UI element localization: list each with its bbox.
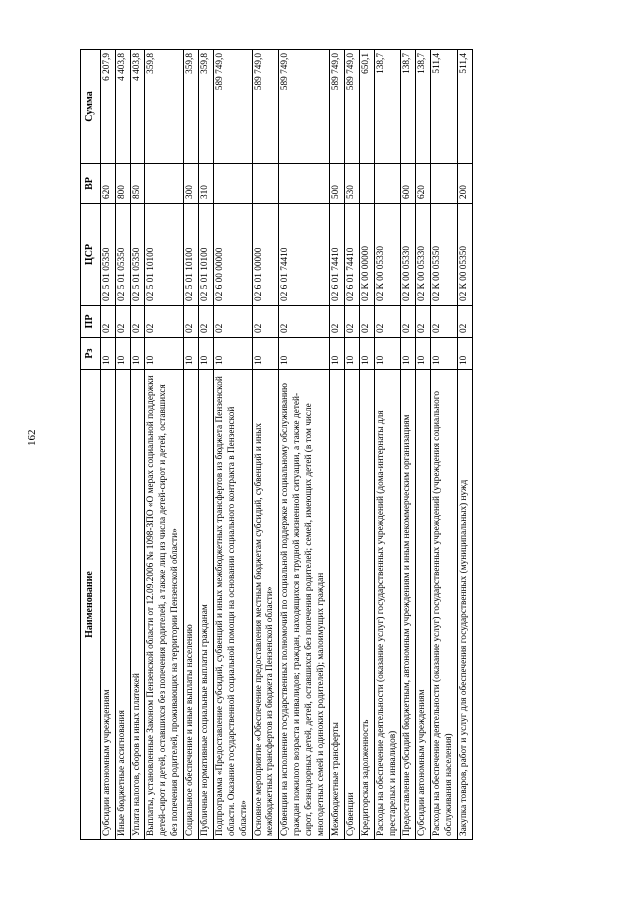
row-rz: 10 — [130, 338, 145, 370]
row-name: Уплата налогов, сборов и иных платежей — [130, 370, 145, 840]
row-vr: 500 — [329, 164, 344, 204]
row-rz: 10 — [374, 338, 401, 370]
header-csr: ЦСР — [81, 204, 101, 306]
row-pr: 02 — [374, 306, 401, 338]
row-sum: 359,8 — [199, 50, 214, 164]
rotated-page-content — [80, 50, 625, 840]
budget-table — [80, 49, 473, 840]
row-vr: 310 — [199, 164, 214, 204]
row-pr: 02 — [457, 306, 472, 338]
row-csr: 02 6 01 74410 — [344, 204, 359, 306]
row-vr: 200 — [457, 164, 472, 204]
table-row — [416, 50, 431, 840]
header-name: Наименование — [81, 370, 101, 840]
row-csr: 02 6 00 00000 — [213, 204, 252, 306]
row-sum: 589 749,0 — [279, 50, 330, 164]
row-csr: 02 5 01 10100 — [184, 204, 199, 306]
row-csr: 02 К 00 05330 — [416, 204, 431, 306]
table-row — [130, 50, 145, 840]
row-sum: 359,8 — [184, 50, 199, 164]
row-pr: 02 — [130, 306, 145, 338]
row-pr: 02 — [416, 306, 431, 338]
row-csr: 02 5 01 05350 — [100, 204, 115, 306]
row-pr: 02 — [431, 306, 458, 338]
row-name: Субвенции — [344, 370, 359, 840]
header-sum: Сумма — [81, 50, 101, 164]
row-vr: 600 — [401, 164, 416, 204]
row-sum: 589 749,0 — [213, 50, 252, 164]
row-sum: 650,1 — [359, 50, 374, 164]
table-row — [431, 50, 458, 840]
row-csr: 02 К 00 05350 — [457, 204, 472, 306]
row-name: Публичные нормативные социальные выплаты гражданам — [199, 370, 214, 840]
row-pr: 02 — [359, 306, 374, 338]
table-header-row — [81, 50, 101, 840]
row-vr — [213, 164, 252, 204]
row-vr — [374, 164, 401, 204]
row-rz: 10 — [252, 338, 279, 370]
row-vr — [431, 164, 458, 204]
row-csr: 02 К 00 00000 — [359, 204, 374, 306]
table-row — [100, 50, 115, 840]
row-pr: 02 — [115, 306, 130, 338]
row-sum: 511,4 — [431, 50, 458, 164]
header-vr: ВР — [81, 164, 101, 204]
row-sum: 589 749,0 — [252, 50, 279, 164]
table-row — [457, 50, 472, 840]
row-sum: 589 749,0 — [329, 50, 344, 164]
row-rz: 10 — [184, 338, 199, 370]
row-pr: 02 — [213, 306, 252, 338]
row-csr: 02 К 00 05330 — [401, 204, 416, 306]
table-row — [279, 50, 330, 840]
row-sum: 138,7 — [374, 50, 401, 164]
row-rz: 10 — [329, 338, 344, 370]
row-name: Расходы на обеспечение деятельности (оказание услуг) государственных учреждений (учреждения социального обслуживания населения) — [431, 370, 458, 840]
row-vr — [145, 164, 184, 204]
row-name: Выплаты, установленные Законом Пензенской области от 12.09.2006 № 1098-ЗПО «О мерах социальной поддержки детей-сирот и детей, оставшихся без попечения родителей, а также лиц из числа детей-сирот и детей, оставшихся без попечения родителей, проживающих на территории Пензенской области» — [145, 370, 184, 840]
row-rz: 10 — [359, 338, 374, 370]
table-row — [374, 50, 401, 840]
row-csr: 02 К 00 05350 — [431, 204, 458, 306]
row-name: Субсидии автономным учреждениям — [416, 370, 431, 840]
row-name: Иные бюджетные ассигнования — [115, 370, 130, 840]
row-vr: 620 — [100, 164, 115, 204]
row-name: Расходы на обеспечение деятельности (оказание услуг) государственных учреждений (дома-интернаты для престарелых и инвалидов) — [374, 370, 401, 840]
table-row — [115, 50, 130, 840]
row-sum: 589 749,0 — [344, 50, 359, 164]
header-rz: Рз — [81, 338, 101, 370]
row-sum: 138,7 — [401, 50, 416, 164]
row-csr: 02 5 01 10100 — [145, 204, 184, 306]
row-rz: 10 — [431, 338, 458, 370]
row-rz: 10 — [401, 338, 416, 370]
table-row — [252, 50, 279, 840]
table-row — [184, 50, 199, 840]
row-pr: 02 — [199, 306, 214, 338]
row-vr: 300 — [184, 164, 199, 204]
row-vr — [359, 164, 374, 204]
row-csr: 02 6 01 74410 — [279, 204, 330, 306]
row-pr: 02 — [252, 306, 279, 338]
row-pr: 02 — [184, 306, 199, 338]
row-csr: 02 5 01 10100 — [199, 204, 214, 306]
row-name: Межбюджетные трансферты — [329, 370, 344, 840]
row-vr — [252, 164, 279, 204]
row-name: Основное мероприятие «Обеспечение предоставления местным бюджетам субсидий, субвенций и иных межбюджетных трансфертов из бюджета Пензенской области» — [252, 370, 279, 840]
row-pr: 02 — [145, 306, 184, 338]
row-sum: 138,7 — [416, 50, 431, 164]
row-sum: 6 207,9 — [100, 50, 115, 164]
row-sum: 359,8 — [145, 50, 184, 164]
row-csr: 02 5 01 05350 — [130, 204, 145, 306]
row-vr: 800 — [115, 164, 130, 204]
row-pr: 02 — [344, 306, 359, 338]
header-pr: ПР — [81, 306, 101, 338]
row-vr: 620 — [416, 164, 431, 204]
row-rz: 10 — [199, 338, 214, 370]
row-rz: 10 — [213, 338, 252, 370]
table-row — [213, 50, 252, 840]
table-row — [145, 50, 184, 840]
row-csr: 02 К 00 05330 — [374, 204, 401, 306]
table-row — [199, 50, 214, 840]
row-pr: 02 — [329, 306, 344, 338]
row-rz: 10 — [344, 338, 359, 370]
page-number: 162 — [26, 429, 38, 446]
row-sum: 4 403,8 — [130, 50, 145, 164]
table-body — [100, 50, 472, 840]
row-rz: 10 — [100, 338, 115, 370]
row-name: Субсидии автономным учреждениям — [100, 370, 115, 840]
row-csr: 02 5 01 05350 — [115, 204, 130, 306]
row-csr: 02 6 01 00000 — [252, 204, 279, 306]
row-rz: 10 — [145, 338, 184, 370]
table-row — [329, 50, 344, 840]
table-row — [344, 50, 359, 840]
row-vr: 530 — [344, 164, 359, 204]
row-rz: 10 — [279, 338, 330, 370]
row-sum: 4 403,8 — [115, 50, 130, 164]
row-pr: 02 — [279, 306, 330, 338]
row-name: Социальное обеспечение и иные выплаты населению — [184, 370, 199, 840]
row-name: Предоставление субсидий бюджетным, автономным учреждениям и иным некоммерческим организациям — [401, 370, 416, 840]
row-vr: 850 — [130, 164, 145, 204]
row-name: Кредиторская задолженность — [359, 370, 374, 840]
row-pr: 02 — [401, 306, 416, 338]
row-sum: 511,4 — [457, 50, 472, 164]
table-row — [401, 50, 416, 840]
table-row — [359, 50, 374, 840]
row-rz: 10 — [115, 338, 130, 370]
row-rz: 10 — [457, 338, 472, 370]
row-pr: 02 — [100, 306, 115, 338]
row-vr — [279, 164, 330, 204]
row-name: Закупка товаров, работ и услуг для обеспечения государственных (муниципальных) нужд — [457, 370, 472, 840]
row-csr: 02 6 01 74410 — [329, 204, 344, 306]
row-rz: 10 — [416, 338, 431, 370]
row-name: Субвенции на исполнение государственных полномочий по социальной поддержке и социальному обслуживанию граждан пожилого возраста и инвалидов; граждан, находящихся в трудной жизненной ситуации, а также детей-сирот, безнадзорных детей, детей, оставшихся без попечения родителей; семей, имеющих детей (в том числе многодетных семей и одиноких родителей); малоимущих граждан — [279, 370, 330, 840]
row-name: Подпрограмма «Предоставление субсидий, субвенций и иных межбюджетных трансфертов из бюджета Пензенской области. Оказание государственной социальной помощи на основании социального контракта в Пензенской области» — [213, 370, 252, 840]
